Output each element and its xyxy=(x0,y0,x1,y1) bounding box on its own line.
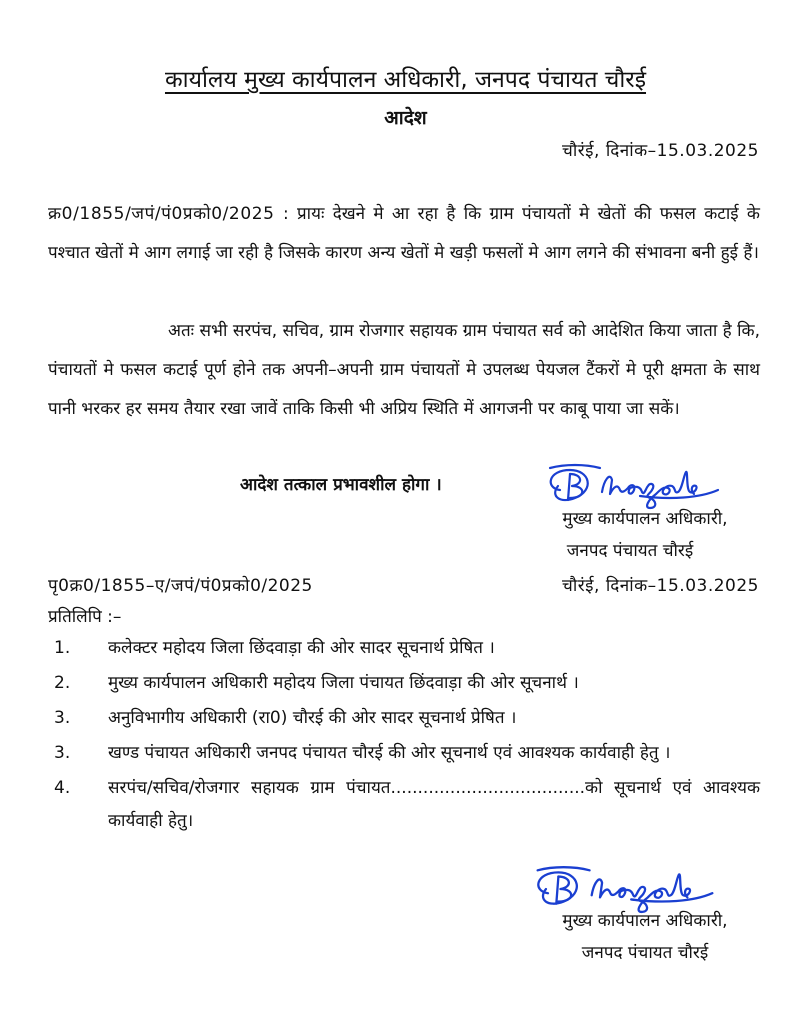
list-item-number: 4. xyxy=(54,778,71,798)
list-item xyxy=(48,737,760,770)
list-item-text: कलेक्टर महोदय जिला छिंदवाड़ा की ओर सादर सूचनार्थ प्रेषित । xyxy=(108,638,495,658)
list-item xyxy=(48,772,760,838)
list-item-number: 2. xyxy=(54,673,71,693)
copy-ref-number: पृ0क्र0/1855–ए/जपं/पं0प्रको0/2025 xyxy=(48,576,313,596)
effect-statement: आदेश तत्काल प्रभावशील होगा । xyxy=(240,475,442,495)
copy-label: प्रतिलिपि :– xyxy=(48,607,122,627)
list-item-text: खण्ड पंचायत अधिकारी जनपद पंचायत चौरई की ओर सूचनार्थ एवं आवश्यक कार्यवाही हेतु । xyxy=(108,743,671,763)
signature-1-designation: मुख्य कार्यपालन अधिकारी, xyxy=(562,509,728,529)
list-item-text: मुख्य कार्यपालन अधिकारी महोदय जिला पंचायत छिंदवाड़ा की ओर सूचनार्थ । xyxy=(108,673,579,693)
copy-date: चौरंई, दिनांक–15.03.2025 xyxy=(562,576,759,596)
signature-image-2 xyxy=(526,862,726,914)
list-item xyxy=(48,702,760,735)
signature-2-office: जनपद पंचायत चौरई xyxy=(581,943,709,963)
list-item-number: 3. xyxy=(54,743,71,763)
order-paragraph-2 xyxy=(48,312,760,429)
order-heading: आदेश xyxy=(384,107,427,129)
list-item xyxy=(48,632,760,665)
list-item xyxy=(48,667,760,700)
signature-2-designation: मुख्य कार्यपालन अधिकारी, xyxy=(562,911,728,931)
list-item-text: अनुविभागीय अधिकारी (रा0) चौरई की ओर सादर सूचनार्थ प्रेषित । xyxy=(108,708,517,728)
list-item-text: सरपंच/सचिव/रोजगार सहायक ग्राम पंचायत....................................को सूचनार्थ एवं आवश्यक कार्यवाही हेतु। xyxy=(108,778,760,831)
order-date: चौरंई, दिनांक–15.03.2025 xyxy=(562,141,759,161)
copy-recipient-list xyxy=(48,632,760,838)
list-item-number: 1. xyxy=(54,638,71,658)
signature-image-1 xyxy=(540,460,730,510)
paragraph-1-text: : प्रायः देखने मे आ रहा है कि ग्राम पंचायतों मे खेतों की फसल कटाई के पश्चात खेतों मे आग लगाई जा रही है जिसके कारण अन्य खेतों मे खड़ी फसलों मे आग लगने की संभावना बनी हुई हैं। xyxy=(48,204,760,263)
order-ref-number: क्र0/1855/जपं/पं0प्रको0/2025 xyxy=(48,204,275,224)
order-paragraph-1 xyxy=(48,195,760,273)
signature-1-office: जनपद पंचायत चौरई xyxy=(566,541,694,561)
list-item-number: 3. xyxy=(54,708,71,728)
office-title: कार्यालय मुख्य कार्यपालन अधिकारी, जनपद पंचायत चौरई xyxy=(164,67,647,93)
paragraph-2-text: अतः सभी सरपंच, सचिव, ग्राम रोजगार सहायक ग्राम पंचायत सर्व को आदेशित किया जाता है कि, पंचायतों मे फसल कटाई पूर्ण होने तक अपनी–अपनी ग्राम पंचायतों मे उपलब्ध पेयजल टैंकरों मे पूरी क्षमता के साथ पानी भरकर हर समय तैयार रखा जावें ताकि किसी भी अप्रिय स्थिति में आगजनी पर काबू पाया जा सकें। xyxy=(48,321,760,419)
